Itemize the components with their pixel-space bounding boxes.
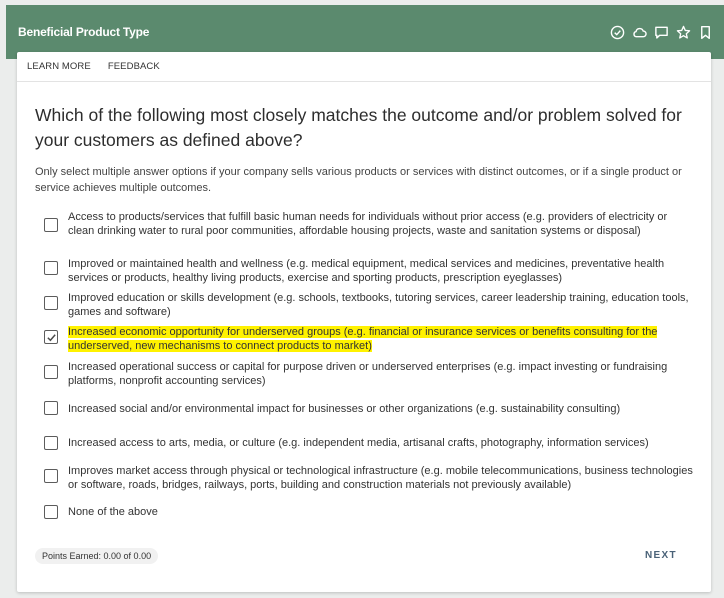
cloud-icon[interactable]: [630, 23, 648, 41]
question-text: Which of the following most closely matches the outcome and/or problem solved for your customers as defined above?: [35, 105, 682, 150]
checkbox[interactable]: [44, 505, 58, 519]
option-label: Improved or maintained health and wellness (e.g. medical equipment, medical services and medicines, preventative health services or products, healthy living products, exercise and sporting products, prescription eyeglasses): [68, 258, 665, 284]
checkbox[interactable]: [44, 218, 58, 232]
checkbox[interactable]: [44, 261, 58, 275]
instructions-text: Only select multiple answer options if your company sells various products or services with distinct outcomes, or if a single product or service achieves multiple outcomes.: [35, 166, 682, 194]
check-circle-icon[interactable]: [608, 23, 626, 41]
page-title: Beneficial Product Type: [18, 25, 150, 39]
option-label: None of the above: [68, 506, 158, 518]
checkbox[interactable]: [44, 401, 58, 415]
option-label: Access to products/services that fulfill basic human needs for individuals without prior access (e.g. providers of electricity or clean drinking water to rural poor communities, affordable housing projects, waste and sanitation systems or disposal): [68, 211, 668, 237]
option-label: [68, 325, 694, 353]
checkbox[interactable]: [44, 296, 58, 310]
next-button[interactable]: NEXT: [645, 550, 677, 561]
header-bar: [6, 5, 724, 59]
comment-icon[interactable]: [652, 23, 670, 41]
bookmark-icon[interactable]: [696, 23, 714, 41]
option-label: Increased access to arts, media, or culture (e.g. independent media, artisanal crafts, photography, information services): [68, 437, 649, 449]
star-icon[interactable]: [674, 23, 692, 41]
highlighted-text: Increased economic opportunity for underserved groups (e.g. financial or insurance services or benefits consulting for the underserved, new mechanisms to connect products to market): [68, 326, 658, 352]
feedback-link[interactable]: FEEDBACK: [107, 61, 160, 72]
learn-more-link[interactable]: LEARN MORE: [27, 61, 91, 72]
option-label: Improves market access through physical or technological infrastructure (e.g. mobile telecommunications, business technologies or software, roads, bridges, railways, ports, building and construction materials not previously available): [68, 465, 693, 491]
checkbox[interactable]: [44, 365, 58, 379]
option-label: Increased operational success or capital for purpose driven or underserved enterprises (e.g. impact investing or fundraising platforms, nonprofit accounting services): [68, 361, 668, 387]
header-icons: [608, 23, 714, 41]
points-earned-badge: Points Earned: 0.00 of 0.00: [35, 548, 158, 564]
question-card: [17, 52, 711, 592]
option-label: Increased social and/or environmental impact for businesses or other organizations (e.g. sustainability consulting): [68, 403, 621, 415]
card-nav: [17, 52, 711, 82]
checkbox[interactable]: [44, 436, 58, 450]
checkbox-checked[interactable]: [44, 330, 58, 344]
checkbox[interactable]: [44, 469, 58, 483]
option-label: Improved education or skills development (e.g. schools, textbooks, tutoring services, career leadership training, education tools, games and software): [68, 292, 689, 318]
checkmark-icon: [46, 332, 57, 343]
